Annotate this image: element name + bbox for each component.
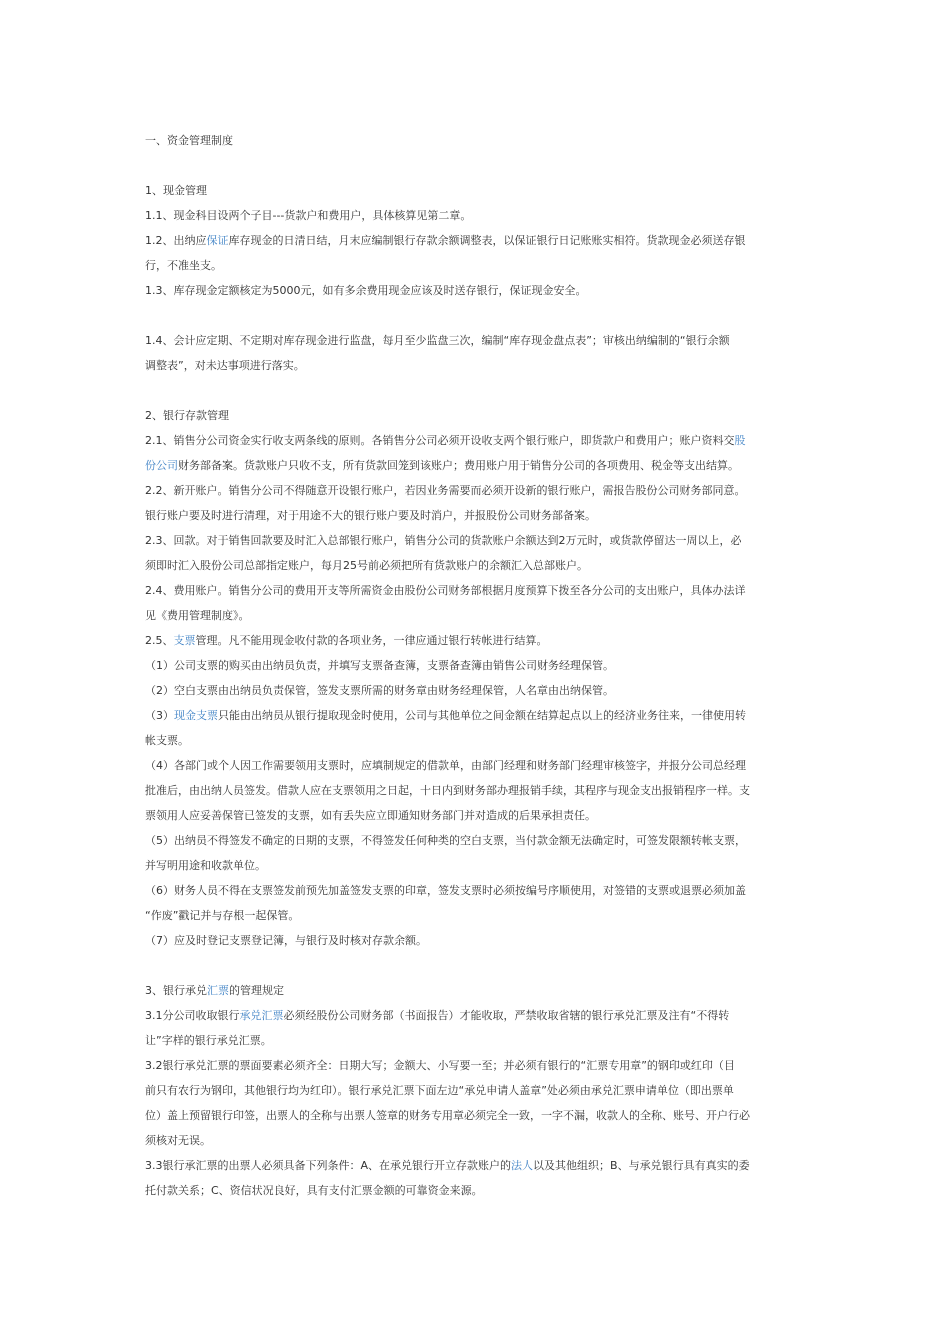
- paragraph-2-1-cont: [145, 453, 807, 478]
- link-xianjin-zhipiao[interactable]: 现金支票: [174, 709, 218, 722]
- text: 财务部备案。货款账户只收不支，所有货款回笼到该账户；费用账户用于销售分公司的各项费用、税金等支出结算。: [178, 459, 739, 472]
- list-item-7: （7）应及时登记支票登记簿，与银行及时核对存款余额。: [145, 934, 427, 947]
- text: 只能由出纳员从银行提取现金时使用，公司与其他单位之间金额在结算起点以上的经济业务往来，一律使用转: [218, 709, 746, 722]
- paragraph-2-3: 2.3、回款。对于销售回款要及时汇入总部银行账户，销售分公司的货款账户余额达到2万元时，或货款停留达一周以上，必: [145, 534, 742, 547]
- list-item-1: （1）公司支票的购买由出纳员负责，并填写支票备查簿，支票备查簿由销售公司财务经理保管。: [145, 659, 614, 672]
- text: 3.3银行承汇票的出票人必须具备下列条件：A、在承兑银行开立存款账户的: [145, 1159, 512, 1172]
- list-item-6: （6）财务人员不得在支票签发前预先加盖签发支票的印章，签发支票时必须按编号序顺使用，对签错的支票或退票必须加盖: [145, 884, 746, 897]
- paragraph-3-3-cont: 托付款关系；C、资信状况良好，具有支付汇票金额的可靠资金来源。: [145, 1184, 483, 1197]
- paragraph-1-2-cont: 行，不准坐支。: [145, 259, 222, 272]
- spacer: [145, 303, 807, 328]
- text: 3、银行承兑: [145, 984, 207, 997]
- paragraph-2-4: 2.4、费用账户。销售分公司的费用开支等所需资金由股份公司财务部根据月度预算下拨至各分公司的支出账户，具体办法详: [145, 584, 746, 597]
- link-baozheng[interactable]: 保证: [206, 234, 229, 247]
- list-item-2: （2）空白支票由出纳员负责保管，签发支票所需的财务章由财务经理保管，人名章由出纳保管。: [145, 684, 614, 697]
- text: 必须经股份公司财务部（书面报告）才能收取，严禁收取省辖的银行承兑汇票及注有“不得转: [283, 1009, 730, 1022]
- list-item-3: [145, 703, 807, 728]
- list-item-5: （5）出纳员不得签发不确定的日期的支票，不得签发任何种类的空白支票，当付款金额无法确定时，可签发限额转帐支票，: [145, 834, 746, 847]
- text: 3.1分公司收取银行: [145, 1009, 240, 1022]
- paragraph-2-1: [145, 428, 807, 453]
- paragraph-3-2: 3.2银行承兑汇票的票面要素必须齐全：日期大写；金额大、小写要一至；并必须有银行的“汇票专用章”的钢印或红印（目: [145, 1059, 735, 1072]
- paragraph-1-4: 1.4、会计应定期、不定期对库存现金进行监盘，每月至少监盘三次，编制“库存现金盘点表”；审核出纳编制的“银行余额: [145, 334, 730, 347]
- paragraph-2-2: 2.2、新开账户。销售分公司不得随意开设银行账户，若因业务需要而必须开设新的银行账户，需报告股份公司财务部同意。: [145, 484, 746, 497]
- paragraph-2-4-cont: 见《费用管理制度》。: [145, 609, 250, 622]
- paragraph-3-1: [145, 1003, 807, 1028]
- text: 以及其他组织；B、与承兑银行具有真实的委: [533, 1159, 750, 1172]
- paragraph-2-5: [145, 628, 807, 653]
- list-item-6-cont: “作废”戳记并与存根一起保管。: [145, 909, 300, 922]
- spacer: [145, 378, 807, 403]
- paragraph-3-1-cont: 让”字样的银行承兑汇票。: [145, 1034, 272, 1047]
- spacer: [145, 153, 807, 178]
- text: 库存现金的日清日结，月末应编制银行存款余额调整表，以保证银行日记账账实相符。货款现金必须送存银: [228, 234, 746, 247]
- document-title: 一、资金管理制度: [145, 134, 233, 147]
- section-heading-cash: 1、现金管理: [145, 184, 207, 197]
- link-huipiao[interactable]: 汇票: [207, 984, 229, 997]
- paragraph-2-2-cont: 银行账户要及时进行清理，对于用途不大的银行账户要及时消户，并报股份公司财务部备案。: [145, 509, 596, 522]
- text: 2.5、: [145, 634, 174, 647]
- link-gufen-gongsi-cont[interactable]: 份公司: [145, 459, 178, 472]
- paragraph-3-2-cont: 须核对无误。: [145, 1134, 211, 1147]
- paragraph-1-3: 1.3、库存现金定额核定为5000元，如有多余费用现金应该及时送存银行，保证现金安全。: [145, 284, 587, 297]
- text: 2.1、销售分公司资金实行收支两条线的原则。各销售分公司必须开设收支两个银行账户，即货款户和费用户；账户资料交: [145, 434, 735, 447]
- paragraph-1-4-cont: 调整表”，对未达事项进行落实。: [145, 359, 305, 372]
- text: 管理。凡不能用现金收付款的各项业务，一律应通过银行转帐进行结算。: [195, 634, 548, 647]
- list-item-4-cont: 批准后，由出纳人员签发。借款人应在支票领用之日起，十日内到财务部办理报销手续，其程序与现金支出报销程序一样。支: [145, 784, 750, 797]
- spacer: [145, 953, 807, 978]
- paragraph-2-3-cont: 须即时汇入股份公司总部指定账户，每月25号前必须把所有货款账户的余额汇入总部账户。: [145, 559, 588, 572]
- section-heading-acceptance-bill: [145, 978, 807, 1003]
- text: （3）: [145, 709, 174, 722]
- paragraph-3-2-cont: 位）盖上预留银行印签，出票人的全称与出票人签章的财务专用章必须完全一致，一字不漏，收款人的全称、账号、开户行必: [145, 1109, 750, 1122]
- list-item-4-cont: 票领用人应妥善保管已签发的支票，如有丢失应立即通知财务部门并对造成的后果承担责任。: [145, 809, 596, 822]
- paragraph-3-2-cont: 前只有农行为钢印，其他银行均为红印）。银行承兑汇票下面左边“承兑申请人盖章”处必须由承兑汇票申请单位（即出票单: [145, 1084, 734, 1097]
- paragraph-3-3: [145, 1153, 807, 1178]
- text: 的管理规定: [229, 984, 284, 997]
- paragraph-1-1: 1.1、现金科目设两个子目---货款户和费用户，具体核算见第二章。: [145, 209, 472, 222]
- section-heading-bank-deposit: 2、银行存款管理: [145, 409, 229, 422]
- paragraph-1-2: [145, 228, 807, 253]
- link-chengdui-huipiao[interactable]: 承兑汇票: [239, 1009, 284, 1022]
- list-item-4: （4）各部门或个人因工作需要领用支票时，应填制规定的借款单，由部门经理和财务部门经理审核签字，并报分公司总经理: [145, 759, 746, 772]
- link-zhipiao[interactable]: 支票: [173, 634, 196, 647]
- document-body: [145, 128, 807, 1203]
- list-item-5-cont: 并写明用途和收款单位。: [145, 859, 266, 872]
- link-faren[interactable]: 法人: [511, 1159, 534, 1172]
- list-item-3-cont: 帐支票。: [145, 734, 189, 747]
- text: 1.2、出纳应: [145, 234, 207, 247]
- link-gufen-gongsi[interactable]: 股: [734, 434, 746, 447]
